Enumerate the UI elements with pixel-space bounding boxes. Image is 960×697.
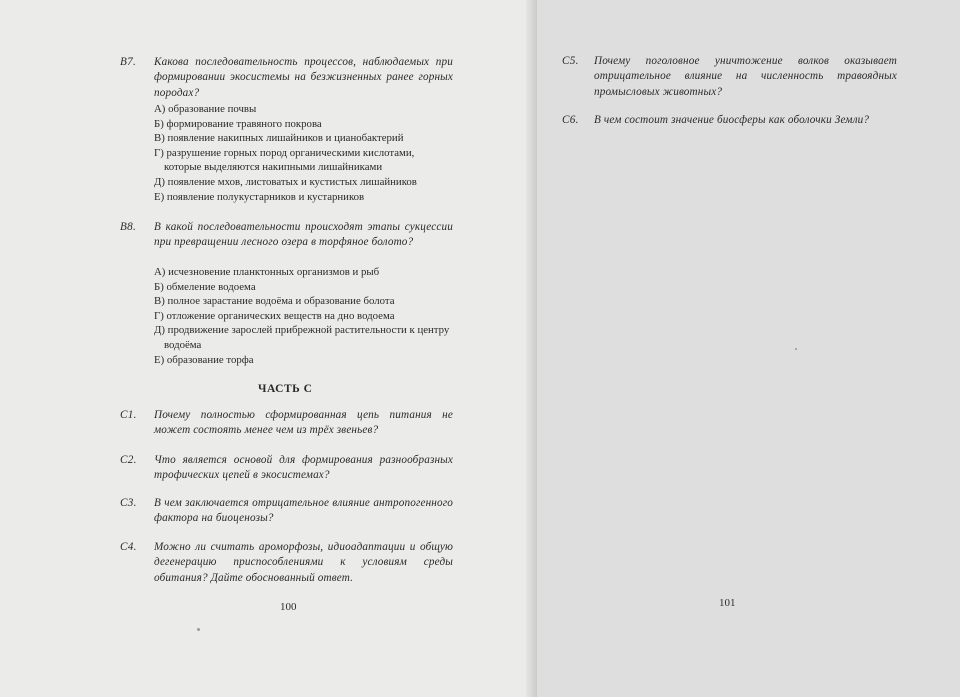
answer-options <box>154 265 454 367</box>
answer-option: Д) появление мхов, листоватых и кустистых лишайников <box>154 175 417 188</box>
answer-option: Г) разрушение горных пород органическими кислотами, которые выделяются накипными лишайниками <box>154 146 415 174</box>
question-text: Какова последовательность процессов, наблюдаемых при формировании экосистемы на безжизненных ранее горных породах? <box>154 56 453 99</box>
question-number: C6. <box>562 114 579 126</box>
question-text: Можно ли считать ароморфозы, идиоадаптации и общую дегенерацию приспособлениями к условиям среды обитания? Дайте обоснованный ответ. <box>154 541 453 584</box>
answer-option: Г) отложение органических веществ на дно водоема <box>154 309 395 322</box>
question-number: B8. <box>120 221 137 233</box>
question-number: C5. <box>562 55 579 67</box>
right-page <box>537 0 960 697</box>
page-number: 101 <box>719 597 736 609</box>
answer-option: Е) образование торфа <box>154 353 254 366</box>
question-text: Почему полностью сформированная цепь питания не может состоять менее чем из трёх звеньев? <box>154 409 453 437</box>
scan-speck <box>795 348 797 350</box>
question-text: В чем состоит значение биосферы как оболочки Земли? <box>594 114 870 126</box>
question-text: Что является основой для формирования разнообразных трофических цепей в экосистемах? <box>154 454 453 482</box>
question-number: C1. <box>120 409 137 421</box>
question-number: C2. <box>120 454 137 466</box>
question-text: Почему поголовное уничтожение волков оказывает отрицательное влияние на численность травоядных промысловых животных? <box>594 55 897 98</box>
answer-option: А) исчезновение планктонных организмов и рыб <box>154 266 380 278</box>
page-number: 100 <box>280 601 297 613</box>
answer-option: В) полное зарастание водоёма и образование болота <box>154 295 395 308</box>
answer-option: Б) обмеление водоема <box>154 280 256 293</box>
answer-option: Д) продвижение зарослей прибрежной растительности к центру водоёма <box>154 324 450 351</box>
answer-option: Б) формирование травяного покрова <box>154 117 322 130</box>
question-text: В какой последовательности происходят этапы сукцессии при превращении лесного озера в торфяное болото? <box>154 221 453 249</box>
question-number: C4. <box>120 541 137 553</box>
answer-option: А) образование почвы <box>154 103 257 115</box>
scan-speck <box>197 628 200 631</box>
answer-options <box>154 102 454 204</box>
question-text: В чем заключается отрицательное влияние антропогенного фактора на биоценозы? <box>154 497 453 525</box>
answer-option: Е) появление полукустарников и кустарников <box>154 190 365 203</box>
answer-option: В) появление накипных лишайников и цианобактерий <box>154 132 404 145</box>
section-heading: ЧАСТЬ С <box>258 383 313 395</box>
question-number: B7. <box>120 56 137 68</box>
question-number: C3. <box>120 497 137 509</box>
